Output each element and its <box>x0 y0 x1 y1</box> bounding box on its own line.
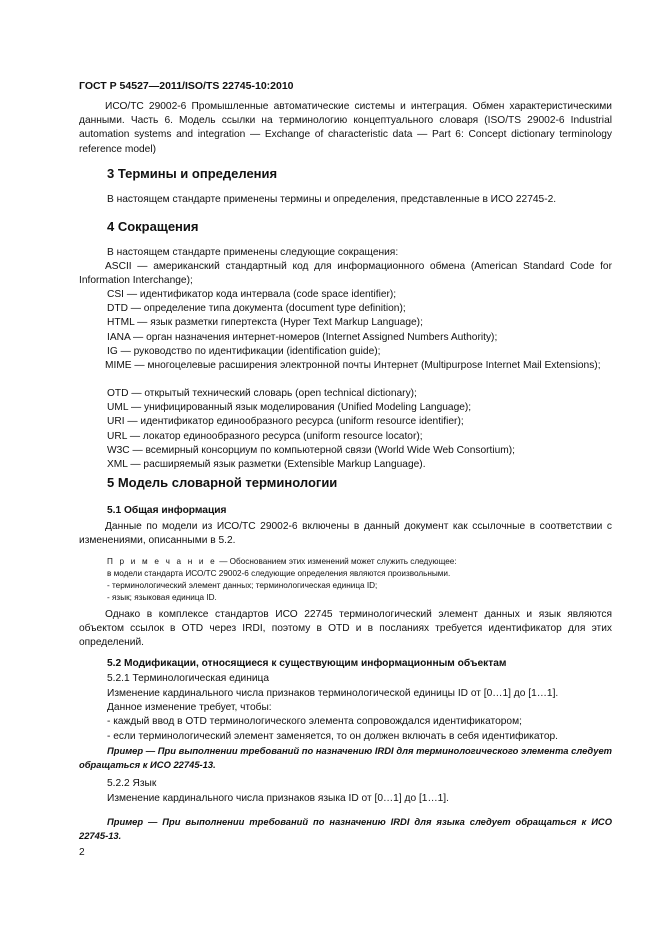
example-1: Пример — При выполнении требований по назначению IRDI для терминологического элемента следует обращаться к ИСО 22745-13. <box>79 745 612 771</box>
section-5-1-text: Данные по модели из ИСО/ТС 29002-6 включены в данный документ как ссылочные в соответствии с изменениями, описанными в 5.2. <box>79 521 612 547</box>
note-label: П р и м е ч а н и е <box>107 557 217 566</box>
section-5-1-title: 5.1 Общая информация <box>107 505 227 516</box>
section-5-2-2-title: 5.2.2 Язык <box>107 778 157 789</box>
section-4-title: 4 Сокращения <box>107 219 199 234</box>
example-2: Пример — При выполнении требований по назначению IRDI для языка следует обращаться к ИСО 22745-13. <box>79 816 612 842</box>
note-block <box>107 556 612 604</box>
document-header: ГОСТ Р 54527—2011/ISO/TS 22745-10:2010 <box>79 80 294 92</box>
abbrev-mime: MIME — многоцелевые расширения электронной почты Интернет (Multipurpose Internet Mail Extensions); <box>105 360 601 371</box>
abbrev-item: CSI — идентификатор кода интервала (code space identifier); <box>107 289 397 300</box>
abbrev-item: UML — унифицированный язык моделирования (Unified Modeling Language); <box>107 402 472 414</box>
section-5-2-title: 5.2 Модификации, относящиеся к существующим информационным объектам <box>107 658 507 669</box>
section-5-2-2-text: Изменение кардинального числа признаков языка ID от [0…1] до [1…1]. <box>107 793 449 804</box>
abbrev-intro: В настоящем стандарте применены следующие сокращения: <box>107 247 399 258</box>
abbrev-item: W3C — всемирный консорциум по компьютерной связи (World Wide Web Consortium); <box>107 444 515 456</box>
body-line: - каждый ввод в OTD терминологического элемента сопровождался идентификатором; <box>107 716 522 728</box>
body-line: Изменение кардинального числа признаков терминологической единицы ID от [0…1] до [1…1]. <box>107 688 559 699</box>
note-first-line <box>107 556 612 568</box>
page-number: 2 <box>79 847 85 858</box>
section-3-title: 3 Термины и определения <box>107 166 278 181</box>
body-line: Данное изменение требует, чтобы: <box>107 702 272 714</box>
section-5-2-1-title: 5.2.1 Терминологическая единица <box>107 673 270 684</box>
abbrev-ascii: ASCII — американский стандартный код для информационного обмена (American Standard Code for Information Interchange); <box>79 261 612 287</box>
note-line: - язык; языковая единица ID. <box>107 593 217 602</box>
note-intro: — Обоснованием этих изменений может служить следующее: <box>216 557 457 566</box>
abbrev-item: IANA — орган назначения интернет-номеров (Internet Assigned Numbers Authority); <box>107 331 498 343</box>
note-line: - терминологический элемент данных; терминологическая единица ID; <box>107 581 378 590</box>
section-3-text: В настоящем стандарте применены термины и определения, представленные в ИСО 22745-2. <box>107 194 557 205</box>
abbrev-item: IG — руководство по идентификации (identification guide); <box>107 345 381 357</box>
abbrev-item: HTML — язык разметки гипертекста (Hyper Text Markup Language); <box>107 317 423 329</box>
section-5-2-1-body <box>107 687 558 744</box>
abbrev-list-2 <box>107 387 515 472</box>
note-line: в модели стандарта ИСО/ТС 29002-6 следующие определения являются произвольными. <box>107 569 451 578</box>
abbrev-item: XML — расширяемый язык разметки (Extensible Markup Language). <box>107 459 426 471</box>
abbrev-item: URI — идентификатор единообразного ресурса (uniform resource identifier); <box>107 416 464 428</box>
section-5-1-text-2: Однако в комплексе стандартов ИСО 22745 терминологический элемент данных и язык являются объектом ссылок в OTD через IRDI, поэтому в OTD и в посланиях требуется идентификатор для этих определений. <box>79 609 612 649</box>
section-5-title: 5 Модель словарной терминологии <box>107 475 338 490</box>
abbrev-list-1 <box>107 288 497 359</box>
abbrev-item: OTD — открытый технический словарь (open technical dictionary); <box>107 388 417 399</box>
abbrev-item: DTD — определение типа документа (document type definition); <box>107 303 406 315</box>
abbrev-item: URL — локатор единообразного ресурса (uniform resource locator); <box>107 430 423 442</box>
body-line: - если терминологический элемент заменяется, то он должен включать в себя идентификатор. <box>107 730 559 742</box>
reference-paragraph: ИСО/ТС 29002-6 Промышленные автоматические системы и интеграция. Обмен характеристическими данными. Часть 6. Модель ссылки на терминологию концептуального словаря (ISO/TS 29002-6 Industrial automation systems and integration — Exchange of characteristic data — Part 6: Concept dictionary terminology reference model) <box>79 101 612 155</box>
